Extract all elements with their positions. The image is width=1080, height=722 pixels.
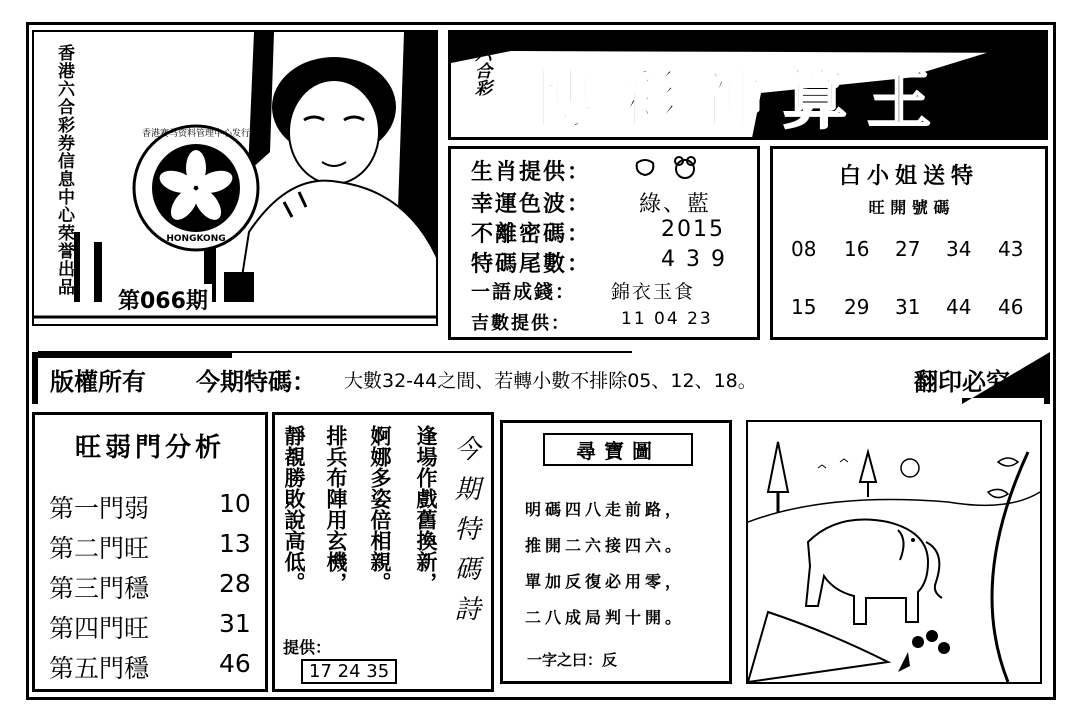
secret-value: 2015 bbox=[661, 217, 725, 242]
special-number: 34 bbox=[946, 237, 972, 261]
photo-panel bbox=[32, 30, 438, 326]
lucky-value: 11 04 23 bbox=[621, 309, 713, 329]
info-panel bbox=[448, 146, 760, 340]
gate-row bbox=[49, 569, 251, 605]
poem-column: 排兵布陣用玄機， bbox=[324, 425, 348, 593]
gate-value: 10 bbox=[219, 489, 251, 518]
phrase-value: 錦衣玉食 bbox=[611, 281, 696, 303]
special-number: 29 bbox=[844, 295, 870, 319]
phrase-row bbox=[471, 277, 696, 304]
banner-text: 大數32-44之間、若轉小數不排除05、12、18。 bbox=[344, 370, 757, 392]
special-code-banner bbox=[32, 348, 1050, 408]
zodiac-row bbox=[471, 155, 591, 186]
poem-column: 逢場作戲舊換新， bbox=[414, 425, 438, 593]
tail-value: 4 3 9 bbox=[661, 247, 727, 272]
tail-row bbox=[471, 247, 727, 278]
gate-row bbox=[49, 609, 251, 645]
gate-row bbox=[49, 489, 251, 525]
special-number: 46 bbox=[998, 295, 1024, 319]
special-number: 44 bbox=[946, 295, 972, 319]
emblem-caption: 香港赛马资料管理中心发行 bbox=[142, 129, 251, 139]
gate-label: 第三門穩 bbox=[49, 574, 150, 603]
treasure-map-title: 尋寶圖 bbox=[543, 433, 693, 466]
gate-value: 28 bbox=[219, 569, 251, 598]
banner-label: 今期特碼： bbox=[196, 368, 316, 396]
gate-value: 31 bbox=[219, 609, 251, 638]
gate-value: 46 bbox=[219, 649, 251, 678]
riddle-line: 單加反復必用零， bbox=[525, 572, 686, 591]
zodiac-icons bbox=[631, 155, 711, 189]
poem-panel bbox=[272, 412, 494, 692]
riddle-line: 明碼四八走前路， bbox=[525, 500, 686, 519]
special-number: 31 bbox=[895, 295, 921, 319]
riddle-line: 二八成局判十開。 bbox=[525, 608, 686, 627]
side-credit-text: 香港六合彩券信息中心荣誉出品 bbox=[54, 44, 74, 296]
treasure-map-panel bbox=[500, 420, 732, 684]
poem-column: 靜覩勝敗說高低。 bbox=[282, 425, 306, 593]
riddle-line: 推開二六接四六。 bbox=[525, 536, 686, 555]
tail-label: 特碼尾數： bbox=[471, 252, 592, 277]
riddle-clue: 一字之曰：反 bbox=[527, 651, 618, 669]
title-main: 博彩神算王 bbox=[531, 63, 951, 138]
hongkong-emblem bbox=[132, 124, 260, 252]
phrase-label: 一語成錢： bbox=[471, 281, 577, 303]
lucky-label: 吉數提供： bbox=[471, 313, 571, 334]
gate-analysis-title: 旺弱門分析 bbox=[74, 433, 225, 463]
zodiac-label: 生肖提供： bbox=[471, 160, 592, 185]
gate-row bbox=[49, 649, 251, 685]
special-number: 15 bbox=[791, 295, 817, 319]
issue-number: 第066期 bbox=[114, 284, 212, 315]
special-subtitle: 旺 開 號 碼 bbox=[868, 198, 950, 217]
color-row bbox=[471, 187, 712, 218]
dog-and-mouse-icon bbox=[631, 155, 711, 183]
special-number: 43 bbox=[998, 237, 1024, 261]
gate-label: 第四門旺 bbox=[49, 614, 150, 643]
gate-analysis-panel bbox=[32, 412, 268, 692]
poem-column: 婀娜多姿倍相親。 bbox=[368, 425, 392, 593]
emblem-label: HONGKONG bbox=[166, 234, 226, 244]
color-value: 綠、藍 bbox=[639, 192, 712, 217]
title-banner bbox=[448, 30, 1048, 140]
color-label: 幸運色波： bbox=[471, 192, 592, 217]
special-numbers-panel bbox=[770, 146, 1048, 340]
elephant-scene-icon bbox=[748, 422, 1040, 682]
banner-right-text: 翻印必究 bbox=[914, 368, 1010, 396]
banner-left-text: 版權所有 bbox=[50, 368, 146, 396]
lucky-row bbox=[471, 309, 713, 335]
gate-row bbox=[49, 529, 251, 565]
secret-row bbox=[471, 217, 725, 248]
bauhinia-icon bbox=[132, 124, 260, 252]
gate-label: 第五門穩 bbox=[49, 654, 150, 683]
gate-label: 第二門旺 bbox=[49, 534, 150, 563]
poem-provide-value: 17 24 35 bbox=[301, 659, 397, 684]
special-number: 08 bbox=[791, 237, 817, 261]
special-number: 27 bbox=[895, 237, 921, 261]
elephant-illustration bbox=[746, 420, 1042, 684]
gate-value: 13 bbox=[219, 529, 251, 558]
title-small: 六合彩 bbox=[471, 45, 491, 96]
gate-label: 第一門弱 bbox=[49, 494, 150, 523]
poem-provide-label: 提供： bbox=[283, 638, 332, 657]
secret-label: 不離密碼： bbox=[471, 222, 592, 247]
special-title: 白小姐送特 bbox=[838, 163, 979, 189]
special-number: 16 bbox=[844, 237, 870, 261]
poem-side-title: 今期特碼詩 bbox=[450, 435, 480, 635]
